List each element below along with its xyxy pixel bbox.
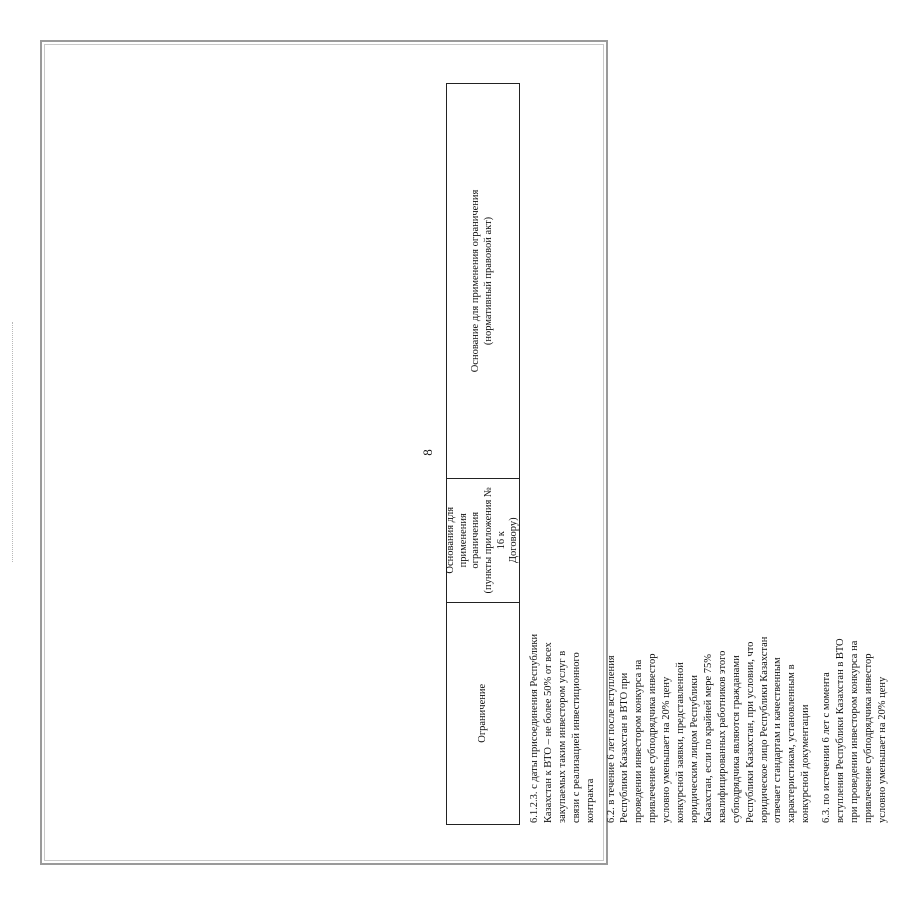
text-line: субподрядчика являются гражданами bbox=[730, 655, 742, 823]
header-line: ограничения bbox=[470, 511, 482, 569]
text-line: проведении инвестором конкурса на bbox=[633, 659, 645, 823]
text-line: квалифицированных работников этого bbox=[716, 650, 728, 823]
header-basis-legal-act bbox=[447, 84, 519, 479]
text-line: характеристикам, установленным в bbox=[786, 664, 798, 823]
text-line: юридическим лицом Республики bbox=[688, 675, 700, 823]
header-line: Договору) bbox=[508, 517, 520, 564]
text-line: Республики Казахстан, при условии, что bbox=[744, 641, 756, 823]
restrictions-table-header bbox=[446, 83, 520, 825]
text-line: привлечение субподрядчика инвестор bbox=[862, 653, 874, 823]
text-line: вступления Республики Казахстан в ВТО bbox=[835, 638, 847, 823]
header-line: (нормативный правовой акт) bbox=[483, 216, 494, 346]
text-line: конкурсной документации bbox=[800, 704, 812, 823]
header-restriction bbox=[447, 603, 519, 824]
header-line: Основание для применения ограничения bbox=[470, 189, 482, 373]
restriction-item bbox=[605, 601, 814, 823]
scan-artifact bbox=[12, 322, 14, 562]
text-line: закупаемых таким инвестором услуг в bbox=[556, 650, 568, 823]
text-line: при проведении инвестором конкурса на bbox=[848, 640, 860, 823]
text-line: контракта bbox=[584, 778, 596, 823]
text-line: связи с реализацией инвестиционного bbox=[570, 652, 582, 823]
text-line: условно уменьшает на 20% цену bbox=[876, 676, 888, 823]
restriction-item bbox=[528, 601, 598, 823]
document-page bbox=[40, 40, 888, 865]
text-line: юридическое лицо Республики Казахстан bbox=[758, 636, 770, 823]
text-line: Казахстан, если по крайней мере 75% bbox=[702, 654, 714, 823]
text-line: условно уменьшает на 20% цену bbox=[661, 676, 673, 823]
header-line: Основания для применения bbox=[445, 506, 469, 574]
text-line: Республики Казахстан в ВТО при bbox=[619, 672, 631, 823]
text-line: конкурсной заявки, представленной bbox=[675, 662, 687, 823]
text-line: 6.3. по истечении 6 лет с момента bbox=[821, 672, 833, 823]
header-line: (пункты приложения № 16 к bbox=[483, 487, 507, 594]
text-line: 6.2. в течение 6 лет после вступления bbox=[605, 655, 617, 823]
header-basis-contract bbox=[447, 479, 519, 603]
text-line: 6.1.2.3. с даты присоединения Республики bbox=[529, 633, 540, 823]
header-line: Ограничение bbox=[476, 683, 488, 743]
text-line: привлечение субподрядчика инвестор bbox=[647, 653, 659, 823]
text-line: Казахстан к ВТО – не более 50% от всех bbox=[542, 642, 554, 823]
restriction-item bbox=[820, 601, 890, 823]
restriction-list bbox=[528, 601, 897, 823]
page-number: 8 bbox=[420, 449, 435, 456]
text-line: отвечает стандартам и качественным bbox=[772, 657, 784, 823]
